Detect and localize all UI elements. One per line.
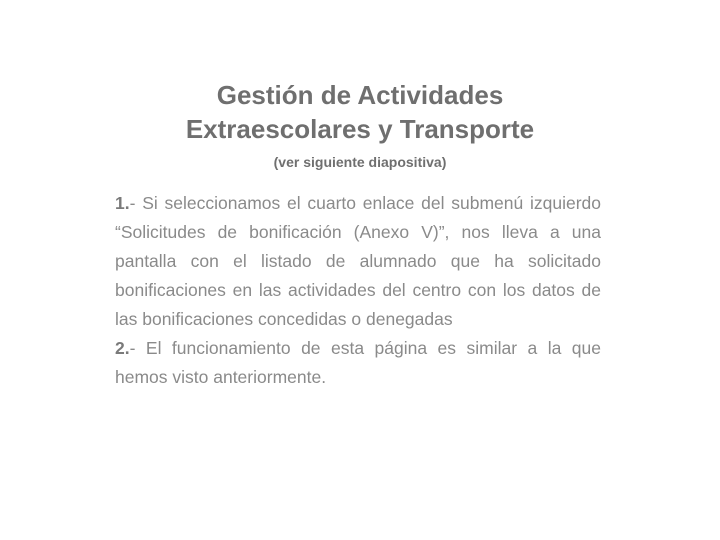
slide-subtitle: (ver siguiente diapositiva) xyxy=(273,154,447,170)
slide-title-line-2: Extraescolares y Transporte xyxy=(185,114,535,144)
slide-title xyxy=(0,78,720,146)
list-item-1-text: - Si seleccionamos el cuarto enlace del submenú izquierdo “Solicitudes de bonificación (Anexo V)”, nos lleva a una pantalla con el listado de alumnado que ha solicitado bonificaciones en las actividades del centro con los datos de las bonificaciones concedidas o denegadas xyxy=(115,193,601,329)
slide-title-line-1: Gestión de Actividades xyxy=(216,80,504,110)
list-item-2 xyxy=(115,334,601,392)
list-item-1 xyxy=(115,189,601,334)
list-item-1-number: 1. xyxy=(115,193,130,213)
list-item-2-number: 2. xyxy=(115,338,130,358)
list-item-2-text: - El funcionamiento de esta página es similar a la que hemos visto anteriormente. xyxy=(115,338,601,387)
slide-body xyxy=(115,189,601,392)
